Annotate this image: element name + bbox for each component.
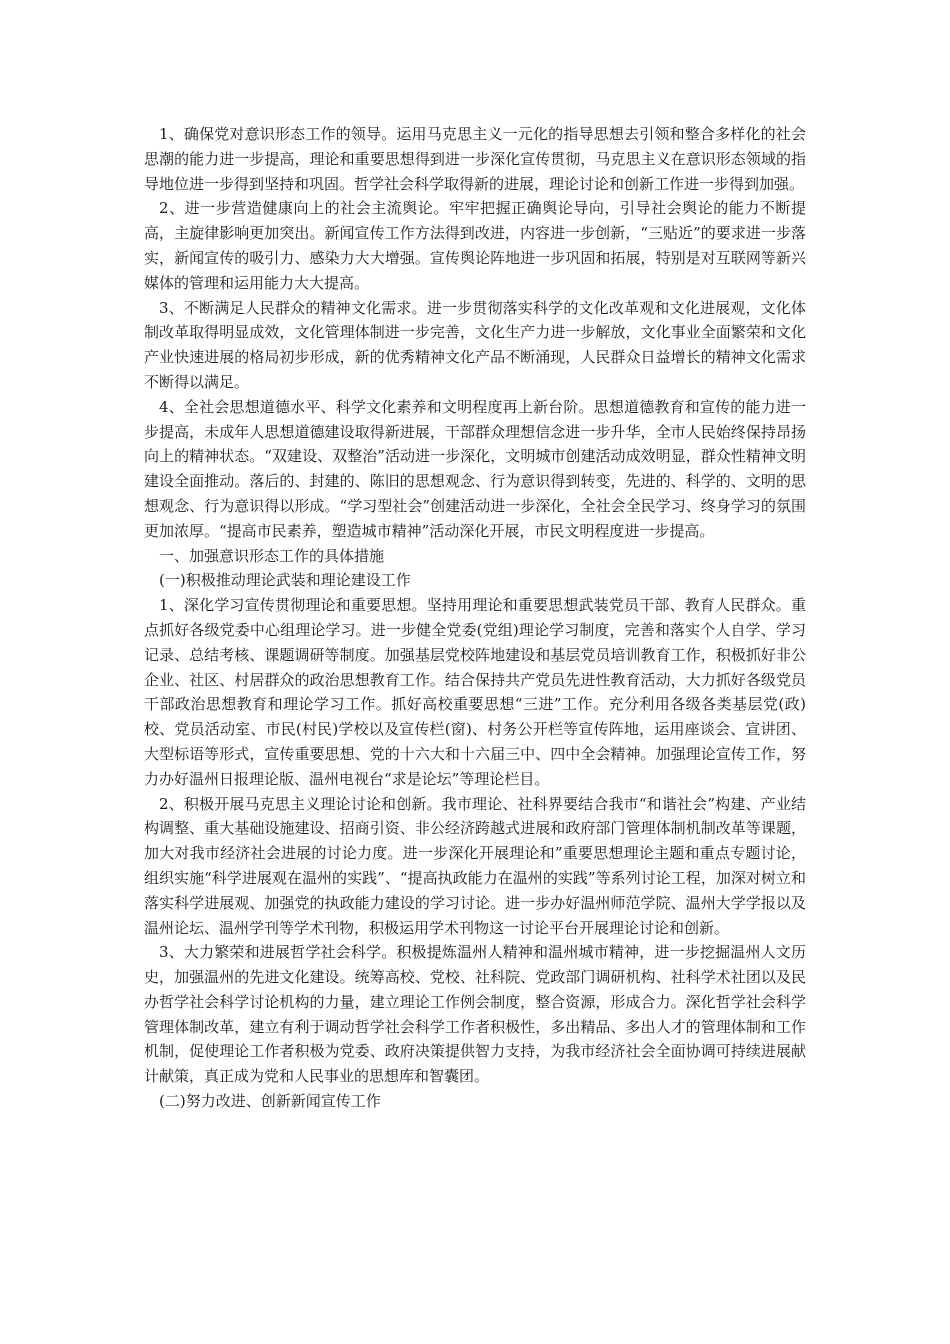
paragraph-measure-3: 3、大力繁荣和进展哲学社会科学。积极提炼温州人精神和温州城市精神，进一步挖掘温州人文历史，加强温州的先进文化建设。统筹高校、党校、社科院、党政部门调研机构、社科学术社团以及民办哲学社会科学讨论机构的力量，建立理论工作例会制度，整合资源，形成合力。深化哲学社会科学管理体制改革，建立有利于调动哲学社会科学工作者积极性，多出精品、多出人才的管理体制和工作机制，促使理论工作者积极为党委、政府决策提供智力支持，为我市经济社会全面协调可持续进展献计献策，真正成为党和人民事业的思想库和智囊团。 <box>144 943 806 1086</box>
paragraph-goal-3: 3、不断满足人民群众的精神文化需求。进一步贯彻落实科学的文化改革观和文化进展观，文化体制改革取得明显成效，文化管理体制进一步完善，文化生产力进一步解放，文化事业全面繁荣和文化产业快速进展的格局初步形成，新的优秀精神文化产品不断涌现，人民群众日益增长的精神文化需求不断得以满足。 <box>144 298 806 391</box>
paragraph-measure-1: 1、深化学习宣传贯彻理论和重要思想。坚持用理论和重要思想武装党员干部、教育人民群众。重点抓好各级党委中心组理论学习。进一步健全党委(党组)理论学习制度，完善和落实个人自学、学习记录、总结考核、课题调研等制度。加强基层党校阵地建设和基层党员培训教育工作，积极抓好非公企业、社区、村居群众的政治思想教育工作。结合保持共产党员先进性教育活动，大力抓好各级党员干部政治思想教育和理论学习工作。抓好高校重要思想“三进”工作。充分利用各级各类基层党(政)校、党员活动室、市民(村民)学校以及宣传栏(窗)、村务公开栏等宣传阵地，运用座谈会、宣讲团、大型标语等形式，宣传重要思想、党的十六大和十六届三中、四中全会精神。加强理论宣传工作，努力办好温州日报理论版、温州电视台“求是论坛”等理论栏目。 <box>144 596 806 788</box>
subsection-heading-news: (二)努力改进、创新新闻宣传工作 <box>159 1092 381 1111</box>
paragraph-measure-2: 2、积极开展马克思主义理论讨论和创新。我市理论、社科界要结合我市“和谐社会”构建、产业结构调整、重大基础设施建设、招商引资、非公经济跨越式进展和政府部门管理体制机制改革等课题，加大对我市经济社会进展的讨论力度。进一步深化开展理论和”重要思想理论主题和重点专题讨论，组织实施“科学进展观在温州的实践”、“提高执政能力在温州的实践”等系列讨论工程，加深对树立和落实科学进展观、加强党的执政能力建设的学习讨论。进一步办好温州师范学院、温州大学学报以及温州论坛、温州学刊等学术刊物，积极运用学术刊物这一讨论平台开展理论讨论和创新。 <box>144 794 806 937</box>
paragraph-goal-2: 2、进一步营造健康向上的社会主流舆论。牢牢把握正确舆论导向，引导社会舆论的能力不断提高，主旋律影响更加突出。新闻宣传工作方法得到改进，内容进一步创新，“三贴近”的要求进一步落实，新闻宣传的吸引力、感染力大大增强。宣传舆论阵地进一步巩固和拓展，特别是对互联网等新兴媒体的管理和运用能力大大提高。 <box>144 199 806 292</box>
paragraph-goal-1: 1、确保党对意识形态工作的领导。运用马克思主义一元化的指导思想去引领和整合多样化的社会思潮的能力进一步提高，理论和重要思想得到进一步深化宣传贯彻，马克思主义在意识形态领域的指导地位进一步得到坚持和巩固。哲学社会科学取得新的进展，理论讨论和创新工作进一步得到加强。 <box>144 125 806 193</box>
document-page <box>144 122 806 1114</box>
section-heading-measures: 一、加强意识形态工作的具体措施 <box>159 546 385 565</box>
paragraph-goal-4: 4、全社会思想道德水平、科学文化素养和文明程度再上新台阶。思想道德教育和宣传的能力进一步提高，未成年人思想道德建设取得新进展，干部群众理想信念进一步升华，全市人民始终保持昂扬向上的精神状态。“双建设、双整治”活动进一步深化，文明城市创建活动成效明显，群众性精神文明建设全面推动。落后的、封建的、陈旧的思想观念、行为意识得到转变，先进的、科学的、文明的思想观念、行为意识得以形成。“学习型社会”创建活动进一步深化，全社会全民学习、终身学习的氛围更加浓厚。“提高市民素养，塑造城市精神”活动深化开展，市民文明程度进一步提高。 <box>144 397 806 540</box>
subsection-heading-theory: (一)积极推动理论武装和理论建设工作 <box>159 571 411 590</box>
